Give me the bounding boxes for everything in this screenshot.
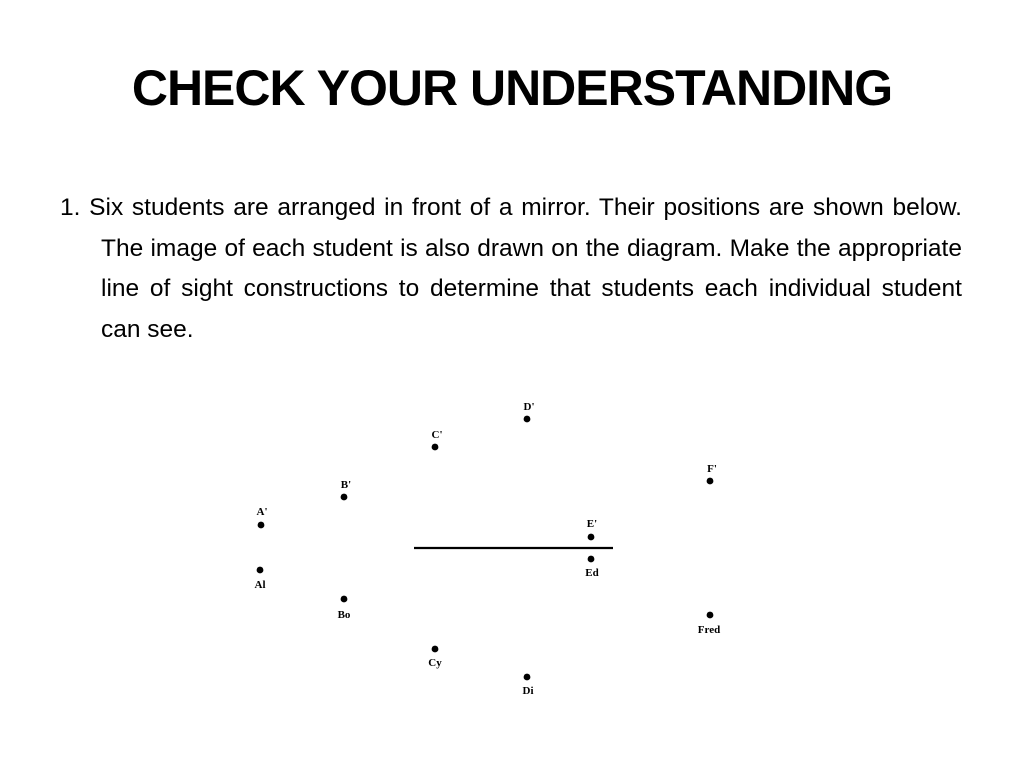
student-label-di: Di xyxy=(522,685,534,697)
student-dot-bo xyxy=(341,596,348,603)
image-dot-b-prime xyxy=(341,494,348,501)
question-number: 1. xyxy=(60,194,81,221)
image-label-f-prime: F' xyxy=(707,463,717,475)
student-dot-al xyxy=(257,567,264,574)
image-dot-f-prime xyxy=(707,478,714,485)
image-label-e-prime: E' xyxy=(586,518,598,530)
image-label-d-prime: D' xyxy=(523,401,535,413)
image-label-c-prime: C' xyxy=(431,429,443,441)
image-dot-c-prime xyxy=(432,444,439,451)
image-dot-d-prime xyxy=(524,416,531,423)
student-label-ed: Ed xyxy=(585,567,599,579)
image-label-b-prime: B' xyxy=(340,479,352,491)
image-dot-a-prime xyxy=(258,522,265,529)
image-dot-e-prime xyxy=(588,534,595,541)
image-label-a-prime: A' xyxy=(256,506,268,518)
student-label-cy: Cy xyxy=(428,657,442,669)
student-dot-cy xyxy=(432,646,439,653)
student-label-bo: Bo xyxy=(337,609,351,621)
slide-title: CHECK YOUR UNDERSTANDING xyxy=(131,60,893,116)
student-label-al: Al xyxy=(254,579,266,591)
student-label-fred: Fred xyxy=(697,624,721,636)
question-1 xyxy=(60,188,962,350)
student-dot-ed xyxy=(588,556,595,563)
student-dot-fred xyxy=(707,612,714,619)
question-text: Six students are arranged in front of a mirror. Their positions are shown below. The image of each student is also drawn on the diagram. Make the appropriate line of sight constructions to determine that students each individual student can see. xyxy=(89,194,962,343)
student-dot-di xyxy=(524,674,531,681)
slide-body xyxy=(60,188,962,350)
